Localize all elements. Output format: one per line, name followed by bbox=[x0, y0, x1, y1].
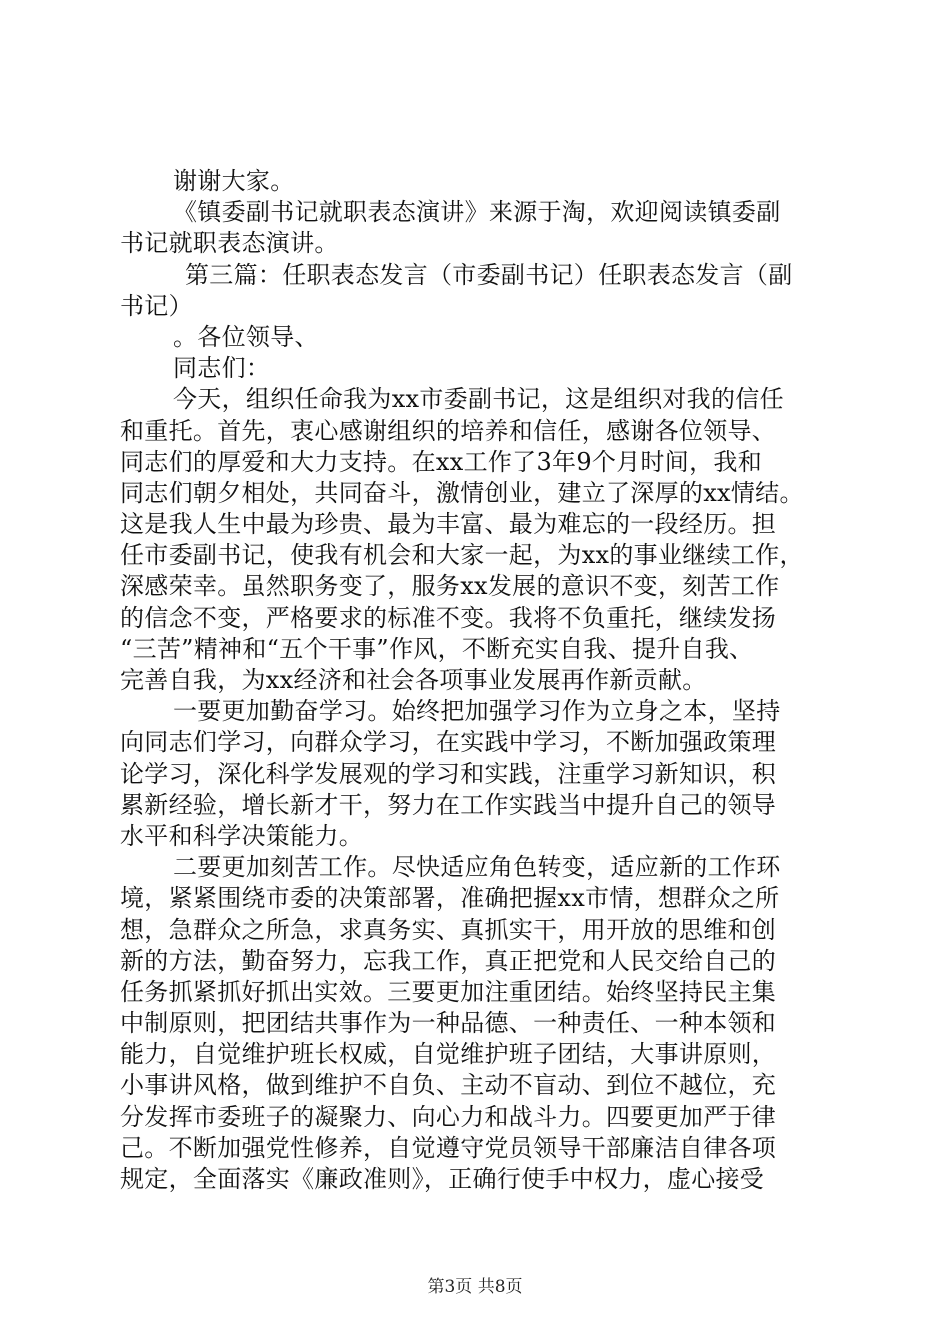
text-line: 分发挥市委班子的凝聚力、向心力和战斗力。四要更加严于律 bbox=[120, 1102, 777, 1131]
text-line: 书记就职表态演讲。 bbox=[120, 229, 339, 258]
text-line: 任市委副书记，使我有机会和大家一起，为xx的事业继续工作， bbox=[120, 541, 804, 570]
text-line: 小事讲风格，做到维护不自负、主动不盲动、到位不越位，充 bbox=[120, 1071, 777, 1100]
text-line: 二要更加刻苦工作。尽快适应角色转变，适应新的工作环 bbox=[173, 853, 781, 882]
text-line: 新的方法，勤奋努力，忘我工作，真正把党和人民交给自己的 bbox=[120, 946, 777, 975]
text-line: “三苦”精神和“五个干事”作风，不断充实自我、提升自我、 bbox=[120, 634, 754, 663]
text-line: 深感荣幸。虽然职务变了，服务xx发展的意识不变，刻苦工作 bbox=[120, 572, 780, 601]
text-line: 第三篇：任职表态发言（市委副书记）任职表态发言（副 bbox=[185, 260, 793, 289]
text-line: 中制原则，把团结共事作为一种品德、一种责任、一种本领和 bbox=[120, 1009, 777, 1038]
text-line: 水平和科学决策能力。 bbox=[120, 821, 363, 850]
text-line: 这是我人生中最为珍贵、最为丰富、最为难忘的一段经历。担 bbox=[120, 510, 777, 539]
text-line: 境，紧紧围绕市委的决策部署，准确把握xx市情，想群众之所 bbox=[120, 884, 780, 913]
text-line: 同志们： bbox=[173, 354, 271, 383]
text-line: 规定，全面落实《廉政准则》，正确行使手中权力，虚心接受 bbox=[120, 1165, 765, 1193]
text-line: 论学习，深化科学发展观的学习和实践，注重学习新知识，积 bbox=[120, 759, 777, 788]
text-line: 《镇委副书记就职表态演讲》来源于淘，欢迎阅读镇委副 bbox=[173, 198, 781, 227]
text-line: 同志们朝夕相处，共同奋斗，激情创业，建立了深厚的xx情结。 bbox=[120, 478, 804, 507]
text-line: 和重托。首先，衷心感谢组织的培养和信任，感谢各位领导、 bbox=[120, 416, 777, 445]
text-line: 今天，组织任命我为xx市委副书记，这是组织对我的信任 bbox=[173, 385, 784, 414]
text-line: 累新经验，增长新才干，努力在工作实践当中提升自己的领导 bbox=[120, 790, 777, 819]
document-body bbox=[120, 166, 835, 1195]
text-line: 。各位领导、 bbox=[173, 322, 319, 351]
text-line: 同志们的厚爱和大力支持。在xx工作了3年9个月时间，我和 bbox=[120, 447, 763, 476]
text-line: 的信念不变，严格要求的标准不变。我将不负重托，继续发扬 bbox=[120, 603, 777, 632]
page-footer: 第3页 共8页 bbox=[427, 1277, 523, 1297]
text-line: 能力，自觉维护班长权威，自觉维护班子团结，大事讲原则， bbox=[120, 1040, 777, 1069]
text-line: 完善自我，为xx经济和社会各项事业发展再作新贡献。 bbox=[120, 666, 707, 694]
text-line: 书记） bbox=[120, 291, 193, 320]
text-line: 谢谢大家。 bbox=[173, 167, 295, 195]
text-line: 任务抓紧抓好抓出实效。三要更加注重团结。始终坚持民主集 bbox=[120, 977, 777, 1006]
text-line: 一要更加勤奋学习。始终把加强学习作为立身之本，坚持 bbox=[173, 697, 781, 726]
text-line: 想，急群众之所急，求真务实、真抓实干，用开放的思维和创 bbox=[120, 915, 777, 944]
text-line: 己。不断加强党性修养，自觉遵守党员领导干部廉洁自律各项 bbox=[120, 1133, 777, 1162]
text-line: 向同志们学习，向群众学习，在实践中学习，不断加强政策理 bbox=[120, 728, 777, 757]
